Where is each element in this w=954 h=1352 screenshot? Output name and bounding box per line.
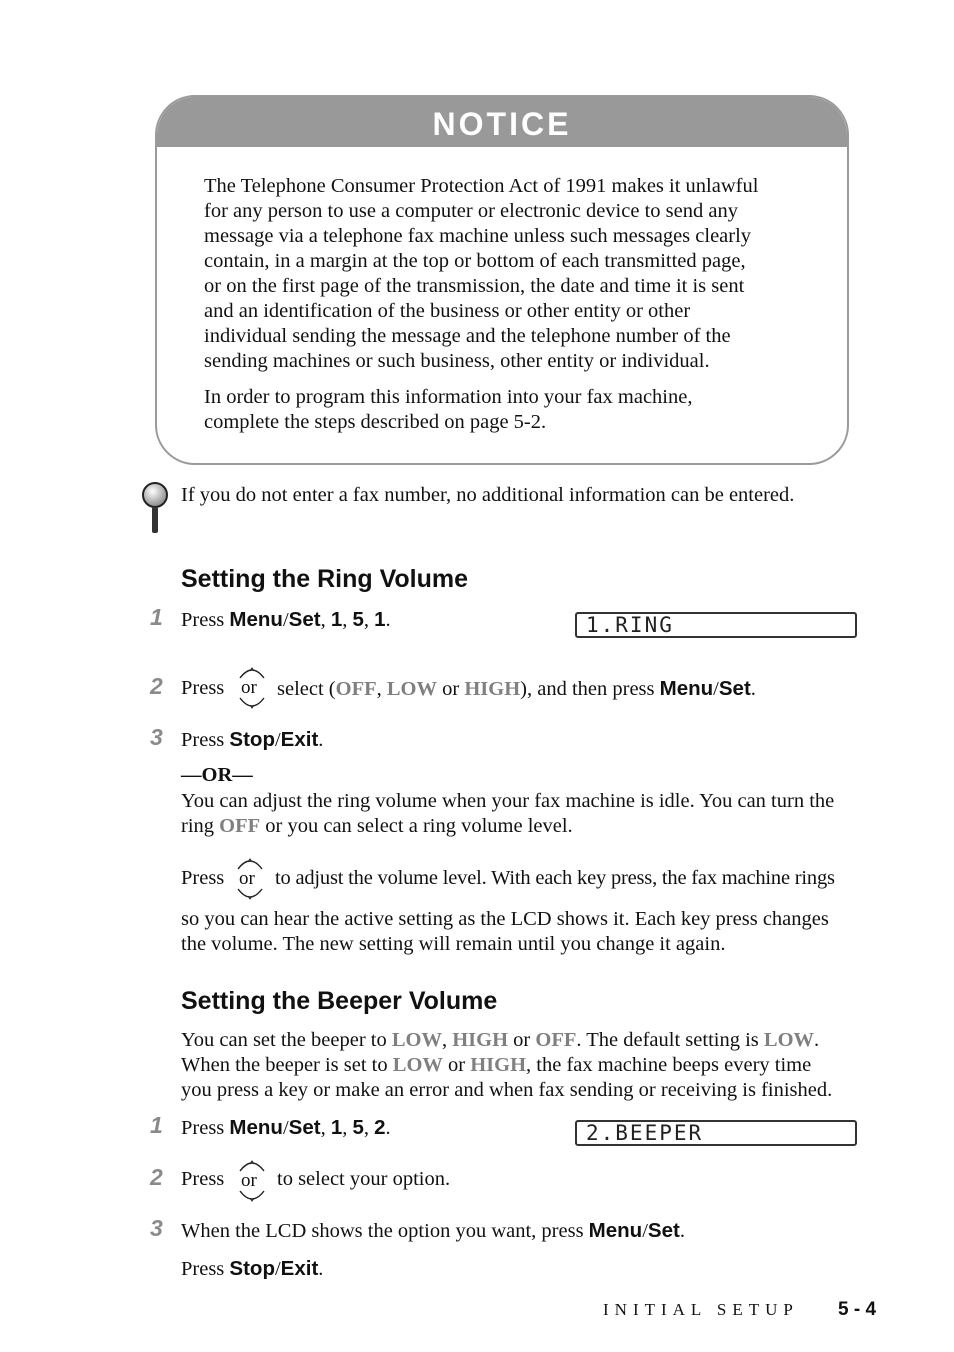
- step-number: 2: [150, 673, 163, 699]
- footer-page-number: 5 - 4: [838, 1299, 877, 1320]
- ring-idle-line-2: ring OFF or you can select a ring volume level.: [181, 815, 573, 837]
- notice-line: for any person to use a computer or electronic device to send any: [204, 200, 738, 222]
- notice-box: [155, 95, 849, 465]
- lcd-display-beeper: 2.BEEPER: [575, 1120, 857, 1146]
- notice-line: sending machines or such business, other entity or individual.: [204, 350, 710, 372]
- heading-beeper-volume: Setting the Beeper Volume: [181, 987, 498, 1015]
- step-number: 3: [150, 724, 163, 750]
- arrow-key-icon: [232, 855, 268, 909]
- heading-ring-volume: Setting the Ring Volume: [181, 565, 469, 593]
- beeper-step-3: When the LCD shows the option you want, press Menu/Set.: [181, 1219, 685, 1242]
- notice-paragraph-2: [204, 385, 814, 435]
- or-separator: —OR—: [181, 764, 253, 786]
- magnifier-note-icon: [139, 481, 171, 535]
- beeper-step-1: Press Menu/Set, 1, 5, 2.: [181, 1116, 391, 1139]
- footer-section-title: INITIAL SETUP: [603, 1300, 799, 1319]
- ring-step-2-text: select (OFF, LOW or HIGH), and then press Menu/Set.: [277, 677, 756, 700]
- notice-line: complete the steps described on page 5-2.: [204, 411, 547, 433]
- ring-adjust-line-2: so you can hear the active setting as the LCD shows it. Each key press changes: [181, 908, 829, 930]
- arrow-key-or-label: or: [241, 677, 257, 698]
- note-text: If you do not enter a fax number, no additional information can be entered.: [181, 484, 795, 506]
- step-number: 1: [150, 604, 163, 630]
- beeper-step-2-text: to select your option.: [277, 1168, 451, 1190]
- notice-line: and an identification of the business or other entity or other: [204, 300, 691, 322]
- arrow-key-or-label: or: [239, 868, 255, 889]
- notice-line: message via a telephone fax machine unless such messages clearly: [204, 225, 752, 247]
- step-number: 3: [150, 1215, 163, 1241]
- notice-line: The Telephone Consumer Protection Act of 1991 makes it unlawful: [204, 175, 759, 197]
- notice-title: NOTICE: [157, 97, 847, 147]
- ring-step-2-press: Press: [181, 677, 225, 699]
- step-number: 2: [150, 1164, 163, 1190]
- beeper-step-2-press: Press: [181, 1168, 225, 1190]
- notice-line: In order to program this information into your fax machine,: [204, 386, 693, 408]
- beeper-final-step: Press Stop/Exit.: [181, 1257, 324, 1280]
- ring-adjust-press: Press: [181, 867, 225, 889]
- beeper-intro-line-2: When the beeper is set to LOW or HIGH, the fax machine beeps every time: [181, 1054, 812, 1076]
- step-number: 1: [150, 1112, 163, 1138]
- notice-line: individual sending the message and the telephone number of the: [204, 325, 731, 347]
- ring-step-1: Press Menu/Set, 1, 5, 1.: [181, 608, 391, 631]
- arrow-key-or-label: or: [241, 1170, 257, 1191]
- ring-step-3: Press Stop/Exit.: [181, 728, 324, 751]
- ring-adjust-line-3: the volume. The new setting will remain until you change it again.: [181, 933, 726, 955]
- notice-line: or on the first page of the transmission, the date and time it is sent: [204, 275, 745, 297]
- notice-line: contain, in a margin at the top or bottom of each transmitted page,: [204, 250, 746, 272]
- notice-paragraph-1: [204, 174, 814, 374]
- beeper-intro-line-3: you press a key or make an error and when fax sending or receiving is finished.: [181, 1079, 833, 1101]
- beeper-intro-line-1: You can set the beeper to LOW, HIGH or OFF. The default setting is LOW.: [181, 1029, 820, 1051]
- arrow-key-icon: [234, 1157, 270, 1211]
- ring-adjust-text: to adjust the volume level. With each key press, the fax machine rings: [275, 867, 835, 889]
- ring-idle-line-1: You can adjust the ring volume when your fax machine is idle. You can turn the: [181, 790, 835, 812]
- arrow-key-icon: [234, 664, 270, 718]
- lcd-display-ring: 1.RING: [575, 612, 857, 638]
